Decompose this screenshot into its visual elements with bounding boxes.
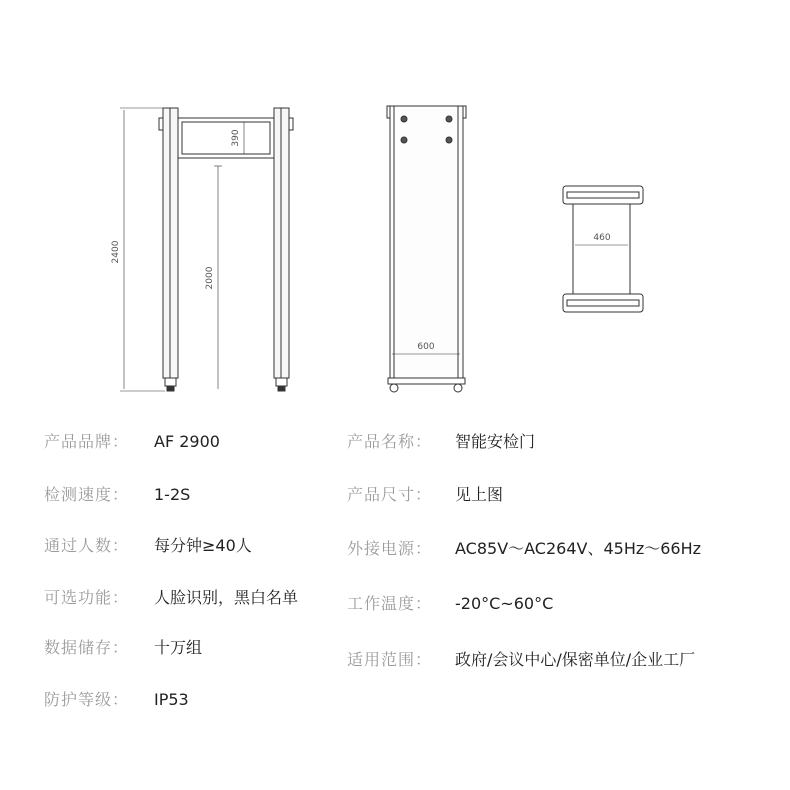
dim-side-width: 600 (417, 342, 435, 352)
dim-total-height: 2400 (111, 240, 121, 264)
spec-value: 1-2S (154, 485, 191, 504)
spec-label: 防护等级： (44, 690, 130, 709)
spec-label: 产品品牌： (44, 432, 130, 451)
spec-value: 智能安检门 (455, 432, 536, 451)
spec-value: 每分钟≥40人 (154, 536, 252, 555)
spec-label: 产品名称： (347, 432, 433, 451)
spec-value: 政府/会议中心/保密单位/企业工厂 (455, 650, 696, 669)
spec-label: 工作温度： (347, 594, 433, 613)
spec-value: -20°C~60°C (455, 594, 554, 613)
spec-value: AC85V～AC264V、45Hz～66Hz (455, 539, 702, 558)
spec-label: 通过人数： (44, 536, 130, 555)
spec-value: 十万组 (154, 638, 203, 657)
spec-label: 可选功能： (44, 588, 130, 607)
spec-value: 人脸识别，黑白名单 (154, 588, 299, 607)
spec-label: 产品尺寸： (347, 485, 433, 504)
dim-passage-height: 2000 (205, 266, 215, 290)
dim-top-width: 460 (593, 233, 611, 243)
spec-value: IP53 (154, 690, 189, 709)
spec-label: 数据储存： (44, 638, 130, 657)
spec-label: 检测速度： (44, 485, 130, 504)
spec-label: 外接电源： (347, 539, 433, 558)
dim-panel-height: 390 (231, 129, 241, 147)
spec-label: 适用范围： (347, 650, 433, 669)
spec-value: AF 2900 (154, 432, 220, 451)
spec-value: 见上图 (455, 485, 504, 504)
